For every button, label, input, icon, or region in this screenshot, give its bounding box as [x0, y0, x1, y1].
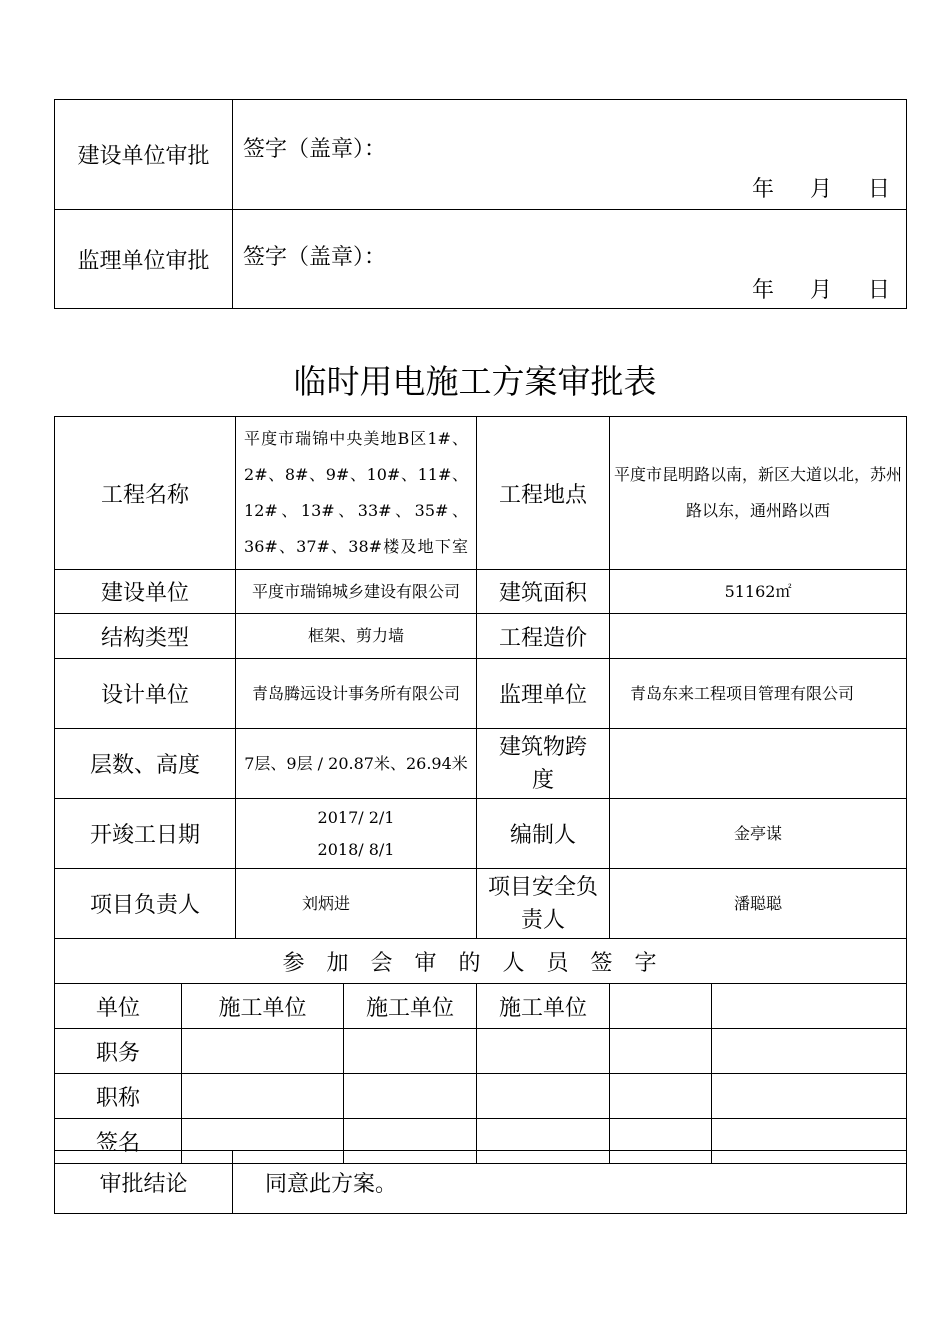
conclusion-table — [54, 1150, 907, 1214]
project-name-value[interactable]: 平度市瑞锦中央美地B区1#、2#、8#、9#、10#、11#、12#、13#、33#、35#、36#、37#、38#楼及地下室 — [236, 417, 477, 570]
position-row — [55, 1029, 907, 1074]
project-name-label: 工程名称 — [55, 417, 236, 570]
signature-label: 签名 — [55, 1119, 182, 1164]
title-cell[interactable] — [610, 1074, 712, 1119]
designer-label: 设计单位 — [55, 659, 236, 729]
signature-header-row — [55, 939, 907, 984]
month-label: 月 — [809, 278, 832, 303]
title-label: 职称 — [55, 1074, 182, 1119]
unit-cell-1[interactable]: 施工单位 — [182, 984, 344, 1029]
title-cell[interactable] — [182, 1074, 344, 1119]
project-location-value[interactable]: 平度市昆明路以南，新区大道以北，苏州路以东，通州路以西 — [610, 417, 907, 570]
unit-row — [55, 984, 907, 1029]
supervisor-approval-row — [55, 210, 907, 309]
unit-cell-2[interactable]: 施工单位 — [344, 984, 477, 1029]
title-cell[interactable] — [344, 1074, 477, 1119]
conclusion-label: 审批结论 — [55, 1151, 233, 1214]
builder-approval-sign-cell[interactable] — [233, 100, 907, 210]
supervisor-label: 监理单位 — [477, 659, 610, 729]
end-date: 2018/ 8/1 — [317, 839, 395, 859]
structure-value[interactable]: 框架、剪力墙 — [236, 614, 477, 659]
title-cell[interactable] — [477, 1074, 610, 1119]
title-cell[interactable] — [712, 1074, 907, 1119]
start-date: 2017/ 2/1 — [317, 807, 395, 827]
unit-label: 单位 — [55, 984, 182, 1029]
dates-value[interactable] — [236, 799, 477, 869]
floors-height-value[interactable]: 7层、9层 / 20.87米、26.94米 — [236, 729, 477, 799]
dates-label: 开竣工日期 — [55, 799, 236, 869]
builder-row — [55, 570, 907, 614]
day-label: 日 — [867, 177, 890, 202]
area-label: 建筑面积 — [477, 570, 610, 614]
safety-manager-label: 项目安全负责人 — [477, 869, 610, 939]
designer-row — [55, 659, 907, 729]
span-label: 建筑物跨度 — [477, 729, 610, 799]
unit-cell-4[interactable] — [610, 984, 712, 1029]
editor-label: 编制人 — [477, 799, 610, 869]
date-line — [716, 172, 890, 203]
upper-approval-table — [54, 99, 907, 309]
builder-approval-row — [55, 100, 907, 210]
editor-value[interactable]: 金亭谋 — [610, 799, 907, 869]
conclusion-value[interactable]: 同意此方案。 — [233, 1151, 907, 1214]
position-label: 职务 — [55, 1029, 182, 1074]
unit-cell-3[interactable]: 施工单位 — [477, 984, 610, 1029]
safety-manager-value[interactable]: 潘聪聪 — [610, 869, 907, 939]
year-label: 年 — [751, 177, 774, 202]
dates-row — [55, 799, 907, 869]
unit-cell-5[interactable] — [712, 984, 907, 1029]
cost-value[interactable] — [610, 614, 907, 659]
designer-value[interactable]: 青岛腾远设计事务所有限公司 — [236, 659, 477, 729]
structure-label: 结构类型 — [55, 614, 236, 659]
sign-seal-label: 签字（盖章）： — [243, 137, 387, 162]
title-row — [55, 1074, 907, 1119]
manager-value[interactable]: 刘炳进 — [236, 869, 477, 939]
conclusion-row — [55, 1151, 907, 1214]
supervisor-approval-sign-cell[interactable] — [233, 210, 907, 309]
signature-section-header: 参加会审的人员签字 — [55, 939, 907, 984]
position-cell[interactable] — [477, 1029, 610, 1074]
position-cell[interactable] — [712, 1029, 907, 1074]
area-value[interactable]: 51162㎡ — [610, 570, 907, 614]
project-location-label: 工程地点 — [477, 417, 610, 570]
sign-seal-label: 签字（盖章）： — [243, 245, 387, 270]
span-value[interactable] — [610, 729, 907, 799]
position-cell[interactable] — [182, 1029, 344, 1074]
position-cell[interactable] — [344, 1029, 477, 1074]
manager-row — [55, 869, 907, 939]
date-line — [716, 273, 890, 304]
supervisor-approval-label: 监理单位审批 — [55, 210, 233, 309]
cost-label: 工程造价 — [477, 614, 610, 659]
supervisor-value[interactable]: 青岛东来工程项目管理有限公司 — [610, 659, 907, 729]
manager-label: 项目负责人 — [55, 869, 236, 939]
day-label: 日 — [867, 278, 890, 303]
floors-height-label: 层数、高度 — [55, 729, 236, 799]
structure-row — [55, 614, 907, 659]
builder-approval-label: 建设单位审批 — [55, 100, 233, 210]
year-label: 年 — [751, 278, 774, 303]
builder-label: 建设单位 — [55, 570, 236, 614]
floors-row — [55, 729, 907, 799]
form-title: 临时用电施工方案审批表 — [293, 362, 657, 401]
position-cell[interactable] — [610, 1029, 712, 1074]
month-label: 月 — [809, 177, 832, 202]
builder-value[interactable]: 平度市瑞锦城乡建设有限公司 — [236, 570, 477, 614]
project-name-row — [55, 417, 907, 570]
approval-form-table — [54, 416, 907, 1164]
